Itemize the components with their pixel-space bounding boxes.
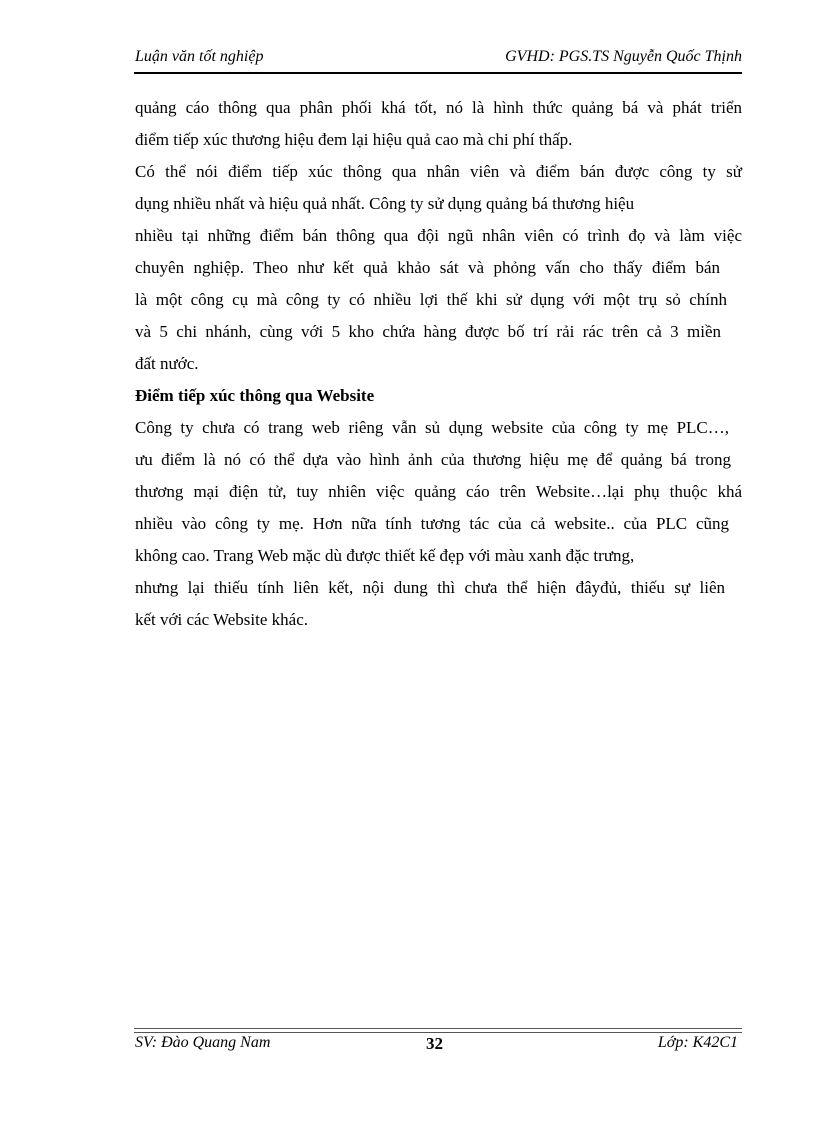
body-line: Công ty chưa có trang web riêng vẫn sủ dụng website của công ty mẹ PLC…, bbox=[135, 418, 729, 437]
header-rule bbox=[134, 72, 742, 74]
body-line: dụng nhiều nhất và hiệu quả nhất. Công ty sử dụng quảng bá thương hiệu bbox=[135, 194, 635, 213]
footer-student: SV: Đào Quang Nam bbox=[135, 1034, 271, 1051]
body-line: thương mại điện tử, tuy nhiên việc quảng cáo trên Website…lại phụ thuộc khá bbox=[135, 482, 742, 501]
footer-rule bbox=[134, 1028, 742, 1033]
body-line: không cao. Trang Web mặc dù được thiết kế đẹp với màu xanh đặc trưng, bbox=[135, 546, 635, 565]
body-line: kết với các Website khác. bbox=[135, 610, 308, 629]
page-number: 32 bbox=[426, 1034, 443, 1053]
body-line: nhiều vào công ty mẹ. Hơn nữa tính tương tác của cả website.. của PLC cũng bbox=[135, 514, 729, 533]
header-left: Luận văn tốt nghiệp bbox=[135, 48, 264, 65]
body-line: đất nước. bbox=[135, 354, 199, 373]
body-line: ưu điểm là nó có thể dựa vào hình ảnh của thương hiệu mẹ để quảng bá trong bbox=[135, 450, 731, 469]
body-line: quảng cáo thông qua phân phối khá tốt, nó là hình thức quảng bá và phát triển bbox=[135, 98, 742, 117]
body-line: là một công cụ mà công ty có nhiều lợi thế khi sử dụng với một trụ sỏ chính bbox=[135, 290, 727, 309]
body-line: chuyên nghiệp. Theo như kết quả khảo sát và phỏng vấn cho thấy điểm bán bbox=[135, 258, 720, 277]
body-line: nhưng lại thiếu tính liên kết, nội dung thì chưa thể hiện đâyđủ, thiếu sự liên bbox=[135, 578, 725, 597]
body-line: điểm tiếp xúc thương hiệu đem lại hiệu quả cao mà chi phí thấp. bbox=[135, 130, 573, 149]
footer-class: Lớp: K42C1 bbox=[657, 1034, 738, 1051]
body-line: Có thể nói điểm tiếp xúc thông qua nhân viên và điểm bán được công ty sử bbox=[135, 162, 742, 181]
section-heading: Điểm tiếp xúc thông qua Website bbox=[135, 386, 375, 405]
header-right: GVHD: PGS.TS Nguyễn Quốc Thịnh bbox=[505, 48, 742, 65]
body-line: và 5 chi nhánh, cùng với 5 kho chứa hàng được bố trí rải rác trên cả 3 miền bbox=[135, 322, 721, 341]
body-line: nhiều tại những điểm bán thông qua đội ngũ nhân viên có trình đọ và làm việc bbox=[135, 226, 742, 245]
